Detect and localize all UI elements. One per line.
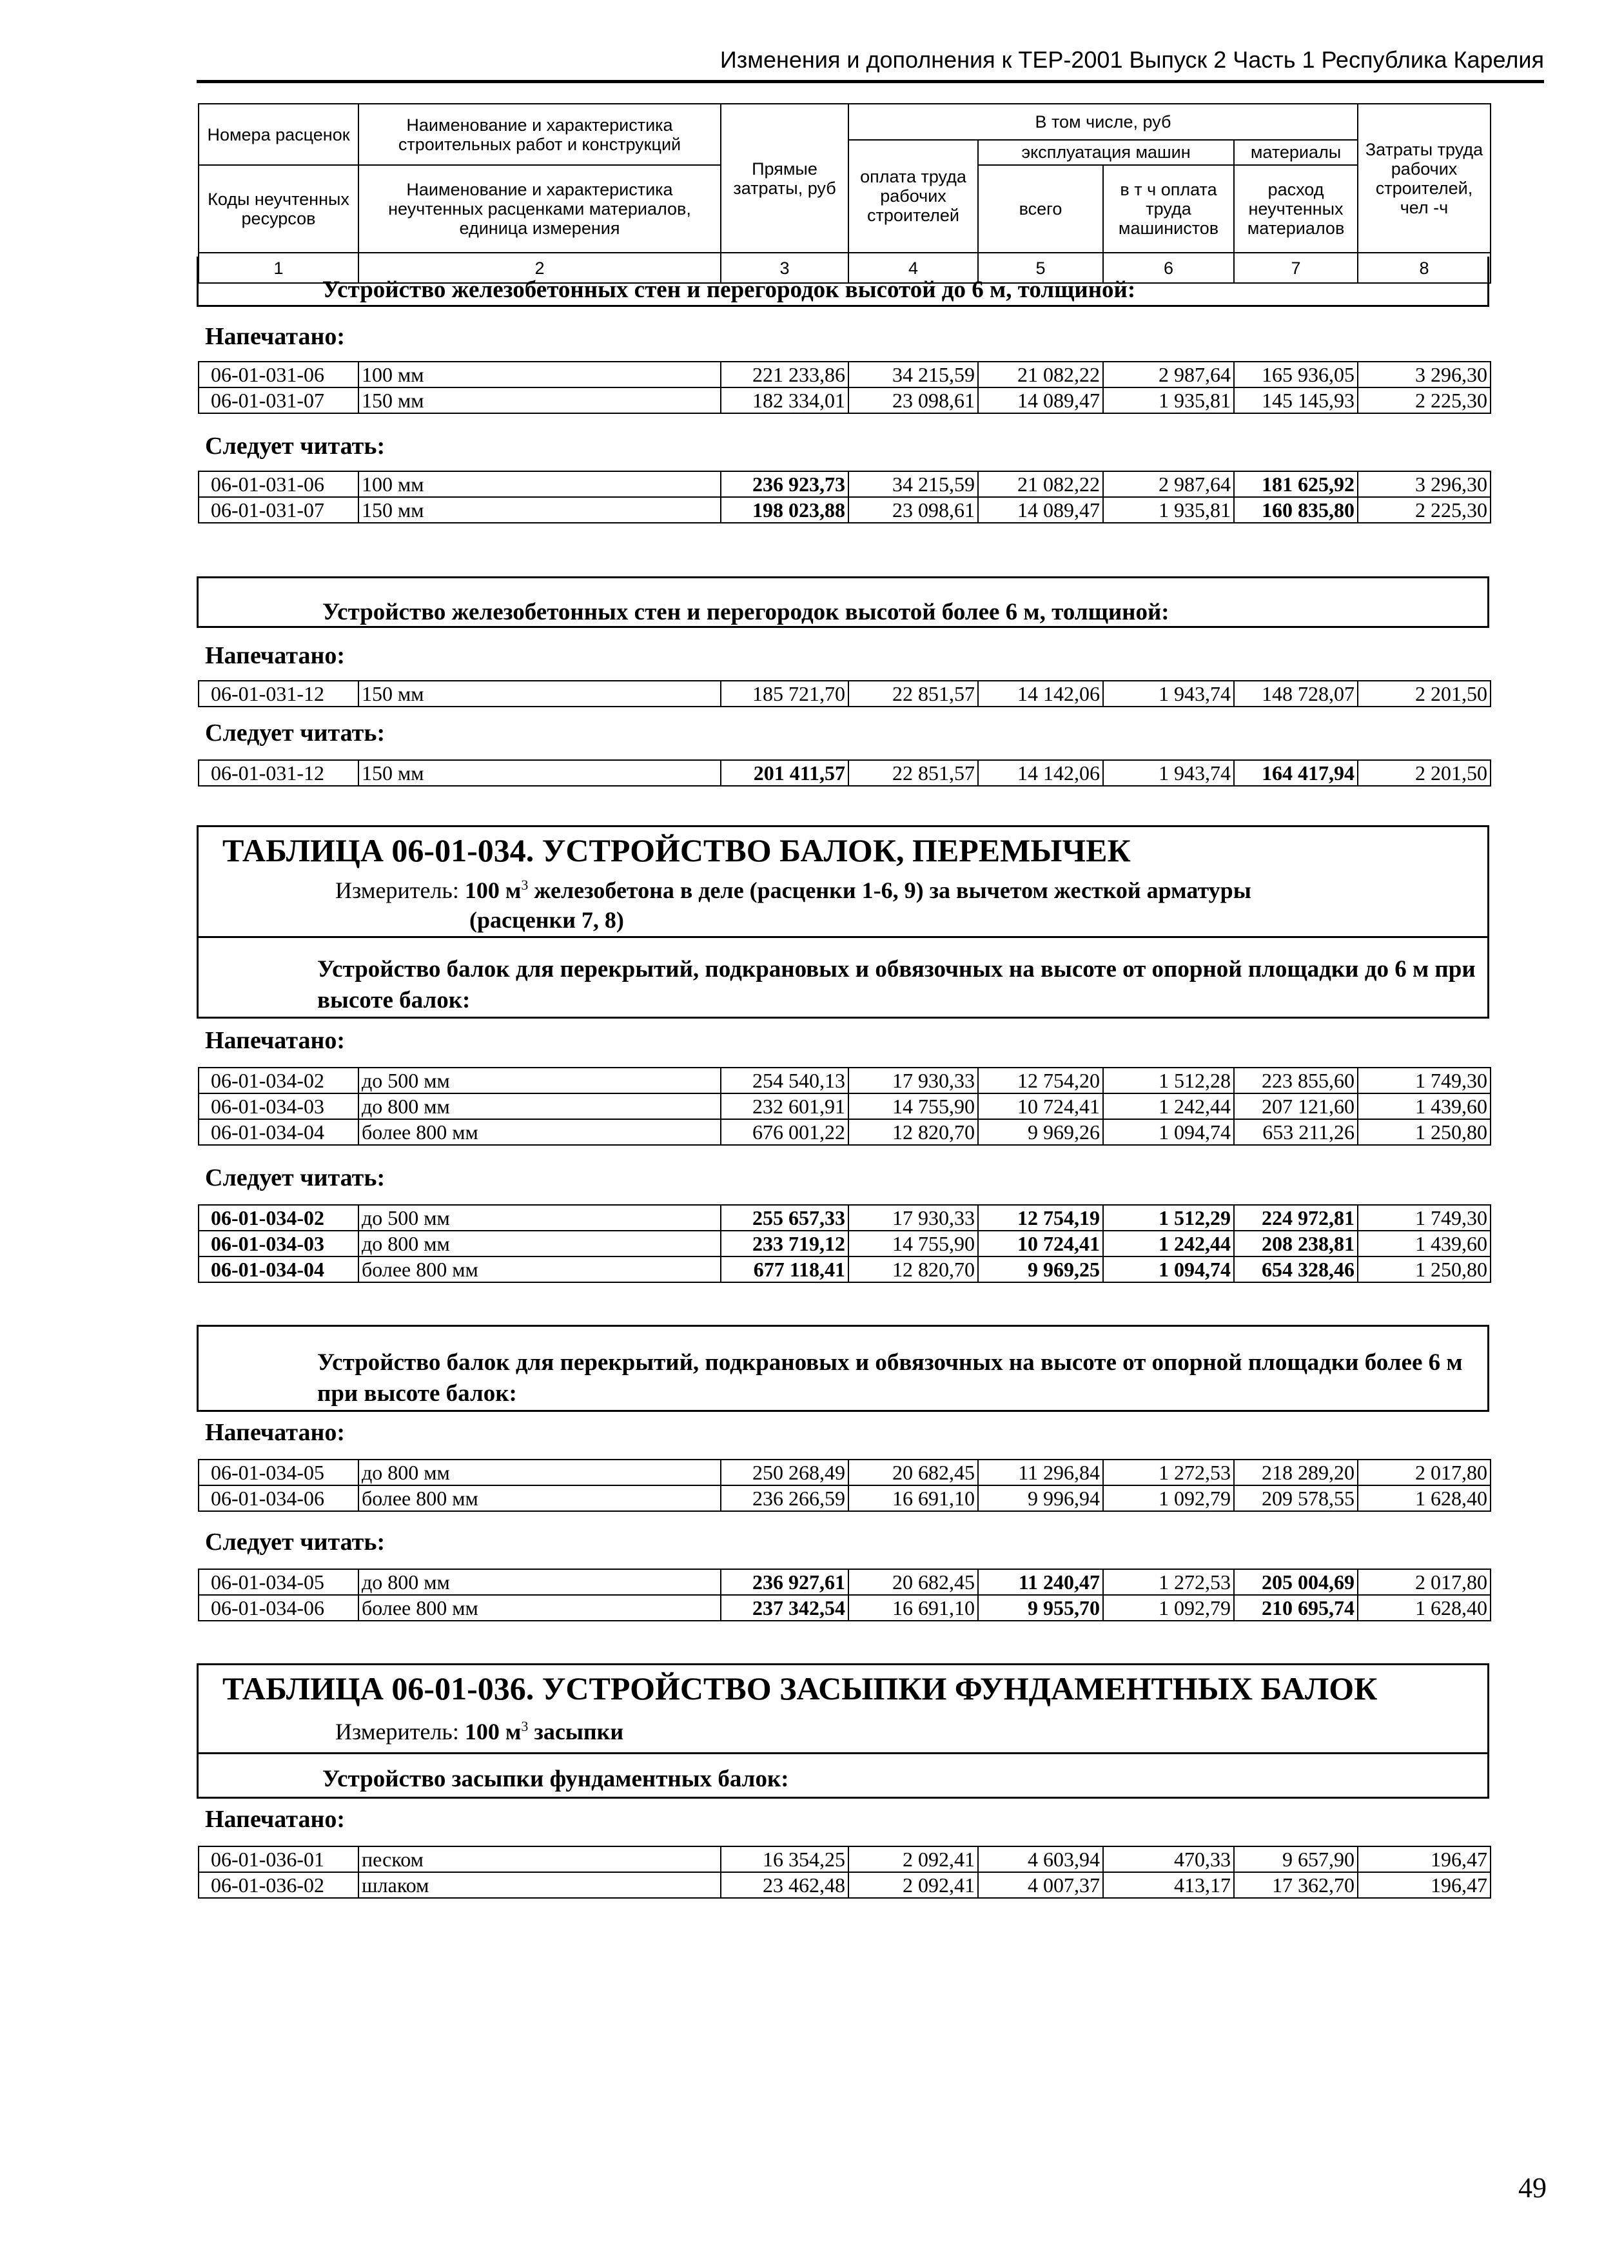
cell-name: 100 мм xyxy=(358,362,721,387)
header-resource-codes: Коды неучтенных ресурсов xyxy=(199,165,358,253)
cell-code: 06-01-034-03 xyxy=(199,1231,358,1256)
cell-v6: 2 987,64 xyxy=(1103,362,1234,387)
cell-name: до 500 мм xyxy=(358,1068,721,1093)
cell-name: 150 мм xyxy=(358,497,721,523)
header-num-8: 8 xyxy=(1358,253,1491,283)
page-number: 49 xyxy=(1518,2172,1547,2204)
cell-v7: 209 578,55 xyxy=(1234,1485,1358,1511)
cell-v7: 17 362,70 xyxy=(1234,1872,1358,1898)
cell-v4: 20 682,45 xyxy=(848,1460,978,1485)
table-row xyxy=(199,1119,1491,1145)
cell-v5: 4 007,37 xyxy=(978,1872,1103,1898)
rows-walls-over6-printed xyxy=(198,680,1491,707)
table-row xyxy=(199,497,1491,523)
cell-code: 06-01-034-05 xyxy=(199,1569,358,1595)
table-036-meter-rest: засыпки xyxy=(534,1719,624,1745)
cell-v3: 23 462,48 xyxy=(721,1872,848,1898)
cell-v4: 34 215,59 xyxy=(848,362,978,387)
section-title-beams-to6-text: Устройство балок для перекрытий, подкрановых и обвязочных на высоте от опорной площадки до 6 м при высоте балок: xyxy=(317,956,1476,1013)
cell-v7: 654 328,46 xyxy=(1234,1256,1358,1282)
cell-v7: 145 145,93 xyxy=(1234,387,1358,413)
cell-v6: 1 092,79 xyxy=(1103,1485,1234,1511)
cell-v3: 677 118,41 xyxy=(721,1256,848,1282)
cell-v3: 233 719,12 xyxy=(721,1231,848,1256)
cell-v5: 9 996,94 xyxy=(978,1485,1103,1511)
table-row xyxy=(199,1093,1491,1119)
table-row xyxy=(199,1485,1491,1511)
label-should-read: Следует читать: xyxy=(205,1529,386,1556)
rows-beams-over6-corrected xyxy=(198,1569,1491,1621)
cell-v5: 12 754,19 xyxy=(978,1205,1103,1231)
cell-v8: 1 439,60 xyxy=(1358,1231,1491,1256)
cell-v4: 12 820,70 xyxy=(848,1119,978,1145)
header-num-5: 5 xyxy=(978,253,1103,283)
cell-name: 100 мм xyxy=(358,471,721,497)
cell-name: более 800 мм xyxy=(358,1256,721,1282)
cell-v7: 164 417,94 xyxy=(1234,760,1358,786)
section-title-walls-over6: Устройство железобетонных стен и перегородок высотой более 6 м, толщиной: xyxy=(322,599,1169,625)
table-row xyxy=(199,1256,1491,1282)
cell-code: 06-01-031-06 xyxy=(199,362,358,387)
cell-v3: 182 334,01 xyxy=(721,387,848,413)
cell-v6: 1 935,81 xyxy=(1103,387,1234,413)
cell-v5: 14 089,47 xyxy=(978,497,1103,523)
table-row xyxy=(199,471,1491,497)
cell-v3: 185 721,70 xyxy=(721,681,848,707)
cell-v8: 2 225,30 xyxy=(1358,387,1491,413)
cell-v6: 2 987,64 xyxy=(1103,471,1234,497)
cell-v4: 22 851,57 xyxy=(848,681,978,707)
table-034-title: ТАБЛИЦА 06-01-034. УСТРОЙСТВО БАЛОК, ПЕРЕМЫЧЕК xyxy=(222,832,1131,868)
label-printed: Напечатано: xyxy=(205,1806,345,1833)
cell-v4: 16 691,10 xyxy=(848,1595,978,1621)
running-header: Изменения и дополнения к ТЕР-2001 Выпуск 2 Часть 1 Республика Карелия xyxy=(719,46,1544,73)
label-printed: Напечатано: xyxy=(205,323,345,350)
section-title-beams-to6 xyxy=(317,954,1478,1016)
cell-v3: 254 540,13 xyxy=(721,1068,848,1093)
cell-v3: 201 411,57 xyxy=(721,760,848,786)
cell-v8: 2 201,50 xyxy=(1358,681,1491,707)
table-row xyxy=(199,1460,1491,1485)
cell-name: до 800 мм xyxy=(358,1231,721,1256)
cell-v8: 3 296,30 xyxy=(1358,362,1491,387)
table-036-meter-prefix: Измеритель: xyxy=(335,1719,459,1745)
cell-name: 150 мм xyxy=(358,760,721,786)
cell-v5: 11 240,47 xyxy=(978,1569,1103,1595)
cell-name: 150 мм xyxy=(358,387,721,413)
cell-v6: 1 094,74 xyxy=(1103,1119,1234,1145)
table-row xyxy=(199,1595,1491,1621)
header-rate-numbers: Номера расценок xyxy=(199,104,358,165)
cell-v6: 1 272,53 xyxy=(1103,1569,1234,1595)
cell-v4: 14 755,90 xyxy=(848,1093,978,1119)
cell-v7: 181 625,92 xyxy=(1234,471,1358,497)
cell-v8: 3 296,30 xyxy=(1358,471,1491,497)
cell-v4: 23 098,61 xyxy=(848,387,978,413)
cell-v5: 21 082,22 xyxy=(978,471,1103,497)
header-including: В том числе, руб xyxy=(848,104,1358,140)
cell-v3: 236 927,61 xyxy=(721,1569,848,1595)
cell-v7: 165 936,05 xyxy=(1234,362,1358,387)
cell-v8: 2 017,80 xyxy=(1358,1569,1491,1595)
table-036-divider xyxy=(197,1752,1489,1754)
cell-code: 06-01-036-02 xyxy=(199,1872,358,1898)
label-printed: Напечатано: xyxy=(205,1027,345,1054)
cell-v4: 14 755,90 xyxy=(848,1231,978,1256)
cell-v8: 1 439,60 xyxy=(1358,1093,1491,1119)
section-title-beams-over6-text: Устройство балок для перекрытий, подкрановых и обвязочных на высоте от опорной площадки более 6 м при высоте балок: xyxy=(317,1349,1463,1407)
cell-v7: 653 211,26 xyxy=(1234,1119,1358,1145)
cell-v6: 1 242,44 xyxy=(1103,1093,1234,1119)
header-wages: оплата труда рабочих строителей xyxy=(848,140,978,253)
cell-v6: 1 935,81 xyxy=(1103,497,1234,523)
header-labor-costs: Затраты труда рабочих строителей, чел -ч xyxy=(1358,104,1491,253)
table-row xyxy=(199,1846,1491,1872)
table-row xyxy=(199,387,1491,413)
table-036-meter-sup: 3 xyxy=(521,1718,529,1734)
cell-v5: 14 142,06 xyxy=(978,760,1103,786)
table-row xyxy=(199,1569,1491,1595)
cell-v6: 1 092,79 xyxy=(1103,1595,1234,1621)
header-num-7: 7 xyxy=(1234,253,1358,283)
header-num-6: 6 xyxy=(1103,253,1234,283)
cell-v3: 232 601,91 xyxy=(721,1093,848,1119)
table-034-meter-line2: (расценки 7, 8) xyxy=(469,907,624,933)
header-work-name: Наименование и характеристика строительных работ и конструкций xyxy=(358,104,721,165)
rows-beams-to6-corrected xyxy=(198,1204,1491,1283)
table-034-meter-unit: 100 м xyxy=(464,877,522,903)
cell-v8: 1 250,80 xyxy=(1358,1256,1491,1282)
cell-v5: 12 754,20 xyxy=(978,1068,1103,1093)
cell-v3: 236 266,59 xyxy=(721,1485,848,1511)
section-title-backfill: Устройство засыпки фундаментных балок: xyxy=(322,1766,789,1792)
table-034-meter xyxy=(335,877,1251,904)
cell-code: 06-01-034-03 xyxy=(199,1093,358,1119)
cell-code: 06-01-034-04 xyxy=(199,1119,358,1145)
cell-v8: 2 201,50 xyxy=(1358,760,1491,786)
cell-v7: 148 728,07 xyxy=(1234,681,1358,707)
table-034-meter-rest: железобетона в деле (расценки 1-6, 9) за вычетом жесткой арматуры xyxy=(534,877,1251,903)
cell-v3: 198 023,88 xyxy=(721,497,848,523)
cell-v6: 1 272,53 xyxy=(1103,1460,1234,1485)
cell-v4: 17 930,33 xyxy=(848,1205,978,1231)
header-machines-total: всего xyxy=(978,165,1103,253)
cell-code: 06-01-034-02 xyxy=(199,1205,358,1231)
cell-v7: 223 855,60 xyxy=(1234,1068,1358,1093)
cell-v7: 224 972,81 xyxy=(1234,1205,1358,1231)
cell-v4: 17 930,33 xyxy=(848,1068,978,1093)
rows-walls-over6-corrected xyxy=(198,759,1491,787)
cell-v4: 22 851,57 xyxy=(848,760,978,786)
cell-code: 06-01-034-06 xyxy=(199,1595,358,1621)
cell-v5: 21 082,22 xyxy=(978,362,1103,387)
table-034-divider xyxy=(197,936,1489,938)
table-036-title: ТАБЛИЦА 06-01-036. УСТРОЙСТВО ЗАСЫПКИ ФУНДАМЕНТНЫХ БАЛОК xyxy=(222,1670,1378,1706)
cell-v3: 250 268,49 xyxy=(721,1460,848,1485)
cell-v7: 208 238,81 xyxy=(1234,1231,1358,1256)
cell-v8: 2 017,80 xyxy=(1358,1460,1491,1485)
cell-name: более 800 мм xyxy=(358,1595,721,1621)
cell-v5: 14 142,06 xyxy=(978,681,1103,707)
cell-v4: 16 691,10 xyxy=(848,1485,978,1511)
cell-v4: 20 682,45 xyxy=(848,1569,978,1595)
label-printed: Напечатано: xyxy=(205,1419,345,1446)
header-num-2: 2 xyxy=(358,253,721,283)
cell-v6: 1 943,74 xyxy=(1103,760,1234,786)
cell-code: 06-01-034-02 xyxy=(199,1068,358,1093)
table-row xyxy=(199,760,1491,786)
cell-name: более 800 мм xyxy=(358,1119,721,1145)
header-rule xyxy=(197,80,1544,83)
label-printed: Напечатано: xyxy=(205,642,345,669)
cell-code: 06-01-031-06 xyxy=(199,471,358,497)
cell-code: 06-01-031-07 xyxy=(199,497,358,523)
table-row xyxy=(199,1231,1491,1256)
header-num-3: 3 xyxy=(721,253,848,283)
cell-code: 06-01-031-12 xyxy=(199,760,358,786)
header-operator-wages: в т ч оплата труда машинистов xyxy=(1103,165,1234,253)
cell-v7: 218 289,20 xyxy=(1234,1460,1358,1485)
header-num-1: 1 xyxy=(199,253,358,283)
cell-v5: 11 296,84 xyxy=(978,1460,1103,1485)
table-row xyxy=(199,1205,1491,1231)
cell-v8: 1 749,30 xyxy=(1358,1205,1491,1231)
cell-v4: 12 820,70 xyxy=(848,1256,978,1282)
cell-v7: 210 695,74 xyxy=(1234,1595,1358,1621)
header-materials: материалы xyxy=(1234,140,1358,166)
cell-v8: 1 749,30 xyxy=(1358,1068,1491,1093)
cell-v3: 676 001,22 xyxy=(721,1119,848,1145)
cell-v7: 207 121,60 xyxy=(1234,1093,1358,1119)
cell-v5: 10 724,41 xyxy=(978,1093,1103,1119)
table-row xyxy=(199,1068,1491,1093)
cell-code: 06-01-036-01 xyxy=(199,1846,358,1872)
cell-name: 150 мм xyxy=(358,681,721,707)
cell-v6: 470,33 xyxy=(1103,1846,1234,1872)
cell-name: песком xyxy=(358,1846,721,1872)
cell-name: до 500 мм xyxy=(358,1205,721,1231)
cell-v3: 236 923,73 xyxy=(721,471,848,497)
label-should-read: Следует читать: xyxy=(205,719,386,747)
cell-v8: 1 628,40 xyxy=(1358,1485,1491,1511)
cell-v5: 9 969,26 xyxy=(978,1119,1103,1145)
cell-v6: 1 512,29 xyxy=(1103,1205,1234,1231)
cell-code: 06-01-031-07 xyxy=(199,387,358,413)
cell-v5: 9 955,70 xyxy=(978,1595,1103,1621)
cell-v8: 196,47 xyxy=(1358,1846,1491,1872)
cell-v7: 205 004,69 xyxy=(1234,1569,1358,1595)
cell-v6: 1 242,44 xyxy=(1103,1231,1234,1256)
cell-code: 06-01-034-06 xyxy=(199,1485,358,1511)
cell-v6: 1 512,28 xyxy=(1103,1068,1234,1093)
header-direct-costs: Прямые затраты, руб xyxy=(721,104,848,253)
rows-beams-over6-printed xyxy=(198,1459,1491,1512)
cell-v5: 10 724,41 xyxy=(978,1231,1103,1256)
cell-name: до 800 мм xyxy=(358,1093,721,1119)
rows-walls-to6-corrected xyxy=(198,471,1491,523)
rows-backfill-printed xyxy=(198,1846,1491,1899)
cell-name: шлаком xyxy=(358,1872,721,1898)
cell-v4: 2 092,41 xyxy=(848,1846,978,1872)
table-row xyxy=(199,681,1491,707)
header-num-4: 4 xyxy=(848,253,978,283)
table-row xyxy=(199,1872,1491,1898)
cell-v7: 9 657,90 xyxy=(1234,1846,1358,1872)
cell-v3: 255 657,33 xyxy=(721,1205,848,1231)
header-material-consumption: расход неучтенных материалов xyxy=(1234,165,1358,253)
cell-v5: 9 969,25 xyxy=(978,1256,1103,1282)
cell-code: 06-01-031-12 xyxy=(199,681,358,707)
cell-v5: 14 089,47 xyxy=(978,387,1103,413)
table-036-meter xyxy=(335,1718,623,1745)
section-title-walls-to6: Устройство железобетонных стен и перегородок высотой до 6 м, толщиной: xyxy=(322,277,1136,303)
cell-v6: 1 943,74 xyxy=(1103,681,1234,707)
header-machines: эксплуатация машин xyxy=(978,140,1234,166)
cell-v3: 221 233,86 xyxy=(721,362,848,387)
cell-name: до 800 мм xyxy=(358,1460,721,1485)
cell-name: до 800 мм xyxy=(358,1569,721,1595)
header-material-names: Наименование и характеристика неучтенных расценками материалов, единица измерения xyxy=(358,165,721,253)
section-title-beams-over6 xyxy=(317,1347,1478,1409)
cell-v3: 237 342,54 xyxy=(721,1595,848,1621)
cell-v4: 2 092,41 xyxy=(848,1872,978,1898)
table-034-meter-prefix: Измеритель: xyxy=(335,877,459,903)
label-should-read: Следует читать: xyxy=(205,1164,386,1191)
cell-v3: 16 354,25 xyxy=(721,1846,848,1872)
cell-name: более 800 мм xyxy=(358,1485,721,1511)
table-036-meter-unit: 100 м xyxy=(464,1719,522,1745)
table-row xyxy=(199,362,1491,387)
cell-v6: 413,17 xyxy=(1103,1872,1234,1898)
cell-code: 06-01-034-04 xyxy=(199,1256,358,1282)
cell-v8: 1 628,40 xyxy=(1358,1595,1491,1621)
cell-v7: 160 835,80 xyxy=(1234,497,1358,523)
cell-v8: 196,47 xyxy=(1358,1872,1491,1898)
rows-beams-to6-printed xyxy=(198,1067,1491,1146)
cell-v5: 4 603,94 xyxy=(978,1846,1103,1872)
table-034-meter-sup: 3 xyxy=(521,877,529,893)
rows-walls-to6-printed xyxy=(198,361,1491,414)
cell-v4: 23 098,61 xyxy=(848,497,978,523)
cell-v6: 1 094,74 xyxy=(1103,1256,1234,1282)
cell-code: 06-01-034-05 xyxy=(199,1460,358,1485)
label-should-read: Следует читать: xyxy=(205,433,386,460)
cell-v8: 1 250,80 xyxy=(1358,1119,1491,1145)
cell-v8: 2 225,30 xyxy=(1358,497,1491,523)
cell-v4: 34 215,59 xyxy=(848,471,978,497)
